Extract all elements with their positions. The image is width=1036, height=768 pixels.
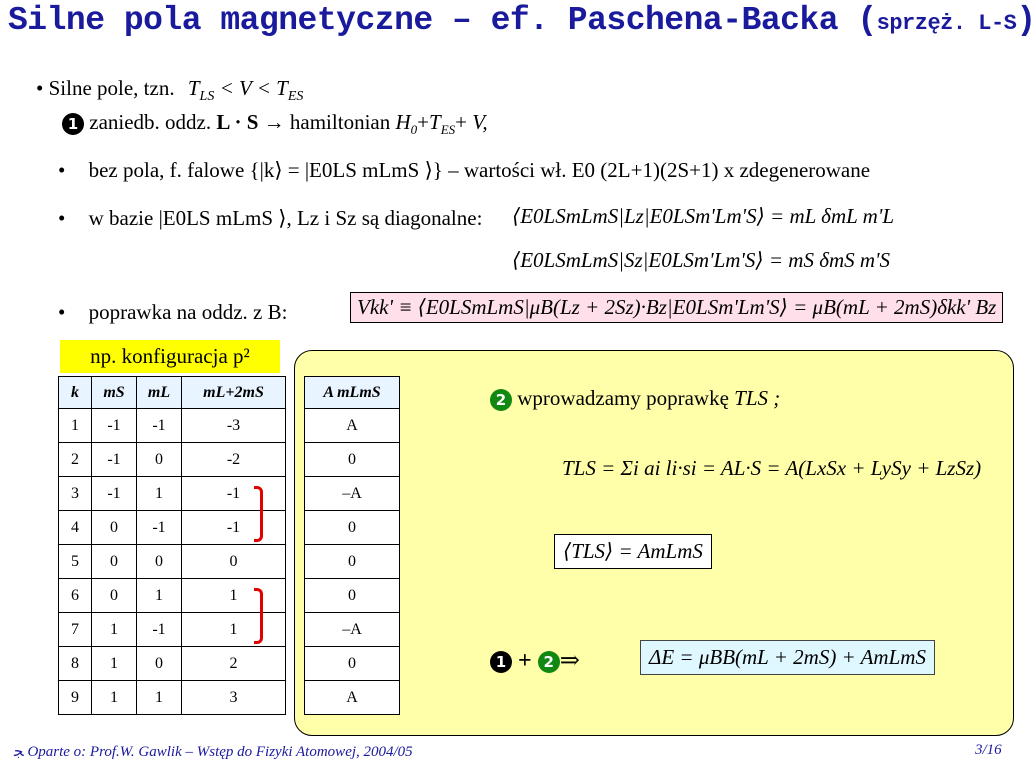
equation-final: ΔE = μBB(mL + 2mS) + AmLmS bbox=[640, 640, 935, 675]
table-cell: 0 bbox=[305, 647, 400, 681]
table-cell: 1 bbox=[137, 681, 182, 715]
table-cell: 1 bbox=[92, 647, 137, 681]
strong-field-condition: $T_{LS} < V < T_{ES}$ bbox=[187, 76, 304, 105]
table-cell: 2 bbox=[182, 647, 286, 681]
table-cell: -1 bbox=[92, 409, 137, 443]
table-cell: 1 bbox=[92, 613, 137, 647]
table-cell: 2 bbox=[59, 443, 92, 477]
table-cell: 0 bbox=[137, 647, 182, 681]
col-ml2ms: mL+2mS bbox=[182, 377, 286, 409]
combo-badge-2: 2 bbox=[538, 651, 560, 673]
combination-line bbox=[490, 646, 580, 675]
table-cell: -1 bbox=[182, 477, 286, 511]
table-cell: 4 bbox=[59, 511, 92, 545]
footer-logo: ﺠ bbox=[14, 744, 24, 760]
col-ms: mS bbox=[92, 377, 137, 409]
table-cell: 6 bbox=[59, 579, 92, 613]
equation-lz: ⟨E0LSmLmS|Lz|E0LSm'Lm'S⟩ = mL δmL m'L bbox=[512, 204, 894, 228]
table-cell: 1 bbox=[182, 613, 286, 647]
bullet-dot: • bbox=[58, 158, 66, 182]
table-cell: 1 bbox=[92, 681, 137, 715]
step1-line bbox=[62, 110, 488, 138]
table-cell: 7 bbox=[59, 613, 92, 647]
line-strong-field bbox=[36, 76, 303, 105]
table-cell: 9 bbox=[59, 681, 92, 715]
no-field-text: bez pola, f. falowe {|k⟩ = |E0LS mLmS ⟩} – wartości wł. E0 (2L+1)(2S+1) x zdegenerowane bbox=[88, 158, 871, 182]
correction-table bbox=[304, 376, 400, 715]
table-cell: -2 bbox=[182, 443, 286, 477]
table-cell: A bbox=[305, 681, 400, 715]
table-cell: 3 bbox=[182, 681, 286, 715]
table-cell: 1 bbox=[137, 579, 182, 613]
col-aml-ms: A mLmS bbox=[305, 377, 400, 409]
table-cell: –A bbox=[305, 613, 400, 647]
table-cell: -1 bbox=[137, 613, 182, 647]
table-cell: -1 bbox=[137, 409, 182, 443]
title-main: Silne pola magnetyczne – ef. Paschena-Backa ( bbox=[8, 2, 877, 39]
bullet-basis bbox=[58, 206, 482, 231]
table-cell: 0 bbox=[305, 579, 400, 613]
bullet-correction bbox=[58, 300, 287, 325]
table-cell: -1 bbox=[92, 477, 137, 511]
col-k: k bbox=[59, 377, 92, 409]
bracket-degenerate-2 bbox=[254, 588, 263, 644]
combo-badge-1: 1 bbox=[490, 651, 512, 673]
step2-formula: TLS ; bbox=[734, 386, 781, 410]
equation-tls-average: ⟨TLS⟩ = AmLmS bbox=[554, 534, 712, 569]
table-cell: 8 bbox=[59, 647, 92, 681]
equation-tls: TLS = Σi ai li·si = AL·S = A(LxSx + LySy + LzSz) bbox=[562, 456, 982, 480]
table-cell: 0 bbox=[92, 511, 137, 545]
config-label: np. konfiguracja p² bbox=[60, 340, 280, 373]
implies-arrow: ⇒ bbox=[559, 648, 580, 674]
basis-text: w bazie |E0LS mLmS ⟩, Lz i Sz są diagonalne: bbox=[88, 206, 483, 230]
col-ml: mL bbox=[137, 377, 182, 409]
table-cell: -3 bbox=[182, 409, 286, 443]
bullet-no-field bbox=[58, 158, 870, 183]
bullet-dot: • bbox=[58, 206, 66, 230]
table-cell: 5 bbox=[59, 545, 92, 579]
title-small: sprzęż. L-S bbox=[876, 11, 1017, 36]
footer-credit bbox=[14, 742, 413, 761]
step1-formula: L · S → hamiltonian $H_0+T_{ES}+ V$, bbox=[216, 110, 488, 138]
table-cell: 1 bbox=[182, 579, 286, 613]
bullet-dot: • bbox=[36, 76, 44, 100]
table-cell: -1 bbox=[92, 443, 137, 477]
page-number: 3/16 bbox=[975, 742, 1002, 758]
table-cell: 0 bbox=[305, 443, 400, 477]
table-cell: -1 bbox=[137, 511, 182, 545]
table-cell: 0 bbox=[137, 545, 182, 579]
equation-sz: ⟨E0LSmLmS|Sz|E0LSm'Lm'S⟩ = mS δmS m'S bbox=[512, 248, 891, 272]
table-cell: A bbox=[305, 409, 400, 443]
step1-badge: 1 bbox=[62, 113, 84, 135]
table-cell: 0 bbox=[305, 511, 400, 545]
step1-text: zaniedb. oddz. bbox=[89, 110, 212, 134]
step2-badge: 2 bbox=[490, 389, 512, 411]
slide-title bbox=[8, 2, 1036, 39]
title-close: ) bbox=[1016, 2, 1036, 39]
correction-text: poprawka na oddz. z B: bbox=[88, 300, 288, 324]
bullet-dot: • bbox=[58, 300, 66, 324]
table-cell: 3 bbox=[59, 477, 92, 511]
step2-line bbox=[490, 386, 780, 411]
table-cell: -1 bbox=[182, 511, 286, 545]
table-cell: –A bbox=[305, 477, 400, 511]
table-cell: 0 bbox=[182, 545, 286, 579]
bracket-degenerate-1 bbox=[254, 486, 263, 542]
quantum-table bbox=[58, 376, 286, 715]
table-cell: 0 bbox=[92, 579, 137, 613]
footer-text: Oparte o: Prof.W. Gawlik – Wstęp do Fizyki Atomowej, 2004/05 bbox=[27, 744, 413, 760]
step2-text: wprowadzamy poprawkę bbox=[517, 386, 729, 410]
combo-plus: + bbox=[518, 648, 532, 674]
table-cell: 0 bbox=[137, 443, 182, 477]
table-cell: 0 bbox=[92, 545, 137, 579]
table-cell: 1 bbox=[137, 477, 182, 511]
strong-field-text: Silne pole, tzn. bbox=[48, 76, 175, 100]
equation-v-matrix: Vkk' ≡ ⟨E0LSmLmS|μB(Lz + 2Sz)·Bz|E0LSm'Lm'S⟩ = μB(mL + 2mS)δkk' Bz bbox=[350, 292, 1003, 323]
table-cell: 1 bbox=[59, 409, 92, 443]
table-cell: 0 bbox=[305, 545, 400, 579]
